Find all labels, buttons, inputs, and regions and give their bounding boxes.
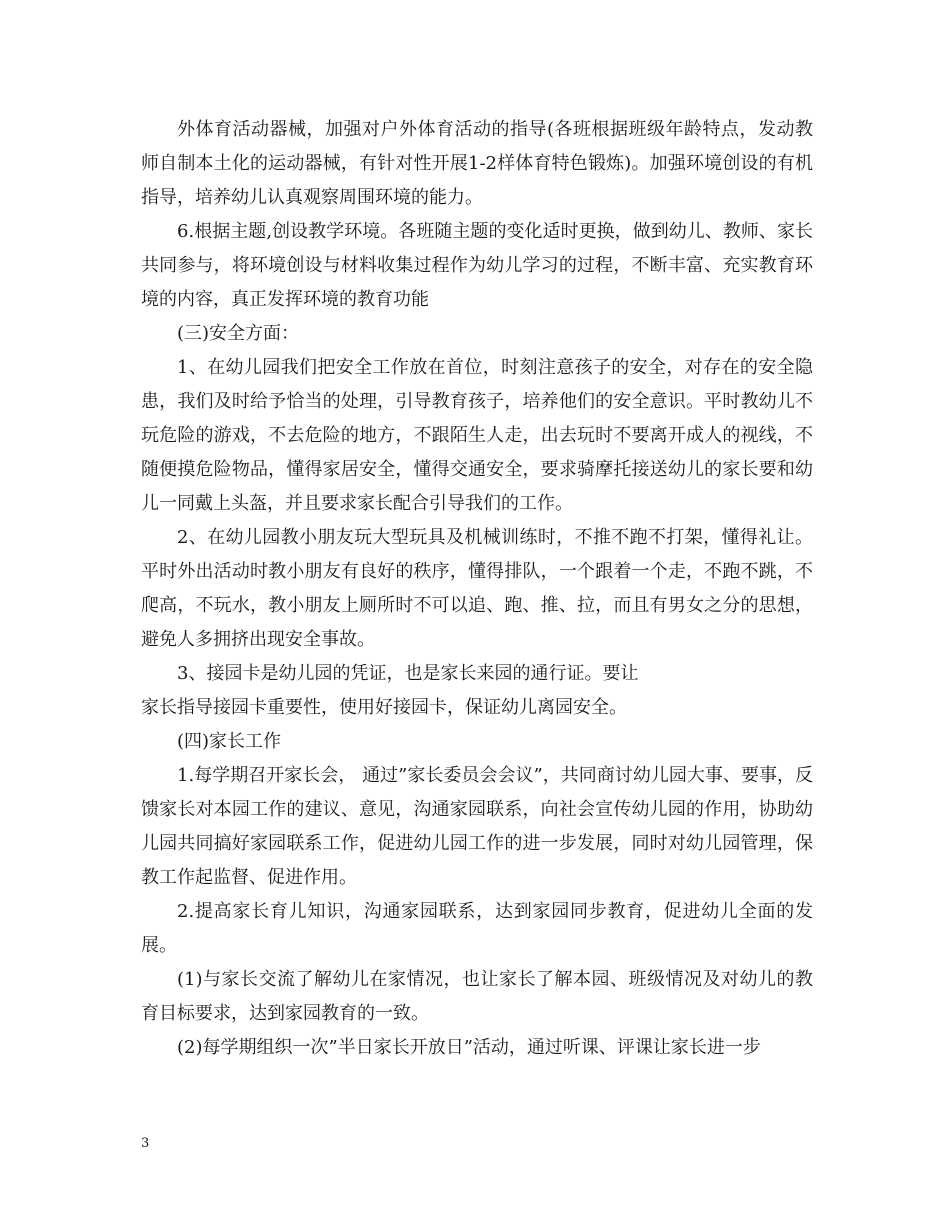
paragraph-8: 2.提高家长育儿知识，沟通家园联系，达到家园同步教育，促进幼儿全面的发展。 — [141, 901, 813, 956]
paragraph-4: 2、在幼儿园教小朋友玩大型玩具及机械训练时，不推不跑不打架，懂得礼让。平时外出活动时教小朋友有良好的秩序，懂得排队，一个跟着一个走，不跑不跳，不爬高，不玩水，教小朋友上厕所时不可以追、跑、推、拉，而且有男女之分的思想，避免人多拥挤出现安全事故。 — [141, 527, 813, 650]
page-number: 3 — [141, 1136, 150, 1151]
section-heading-safety: (三)安全方面： — [177, 323, 300, 344]
document-body — [141, 113, 813, 1065]
paragraph-9: (1)与家长交流了解幼儿在家情况，也让家长了解本园、班级情况及对幼儿的教育目标要求，达到家园教育的一致。 — [141, 969, 813, 1024]
paragraph-6: 家长指导接园卡重要性，使用好接园卡，保证幼儿离园安全。 — [141, 697, 627, 718]
paragraph-5: 3、接园卡是幼儿园的凭证，也是家长来园的通行证。要让 — [177, 663, 639, 684]
section-heading-parents: (四)家长工作 — [177, 731, 282, 752]
paragraph-7: 1.每学期召开家长会， 通过”家长委员会会议”，共同商讨幼儿园大事、要事，反馈家长对本园工作的建议、意见，沟通家园联系，向社会宣传幼儿园的作用，协助幼儿园共同搞好家园联系工作，促进幼儿园工作的进一步发展，同时对幼儿园管理，保教工作起监督、促进作用。 — [141, 765, 813, 888]
paragraph-1: 外体育活动器械，加强对户外体育活动的指导(各班根据班级年龄特点，发动教师自制本土化的运动器械，有针对性开展1-2样体育特色锻炼)。加强环境创设的有机指导，培养幼儿认真观察周围环境的能力。 — [141, 119, 813, 208]
paragraph-2: 6.根据主题,创设教学环境。各班随主题的变化适时更换，做到幼儿、教师、家长共同参与，将环境创设与材料收集过程作为幼儿学习的过程，不断丰富、充实教育环境的内容，真正发挥环境的教育功能 — [141, 221, 813, 310]
paragraph-10: (2)每学期组织一次”半日家长开放日”活动，通过听课、评课让家长进一步 — [177, 1037, 761, 1058]
paragraph-3: 1、在幼儿园我们把安全工作放在首位，时刻注意孩子的安全，对存在的安全隐患，我们及时给予恰当的处理，引导教育孩子，培养他们的安全意识。平时教幼儿不玩危险的游戏，不去危险的地方，不跟陌生人走，出去玩时不要离开成人的视线，不随便摸危险物品，懂得家居安全，懂得交通安全，要求骑摩托接送幼儿的家长要和幼儿一同戴上头盔，并且要求家长配合引导我们的工作。 — [141, 357, 813, 514]
